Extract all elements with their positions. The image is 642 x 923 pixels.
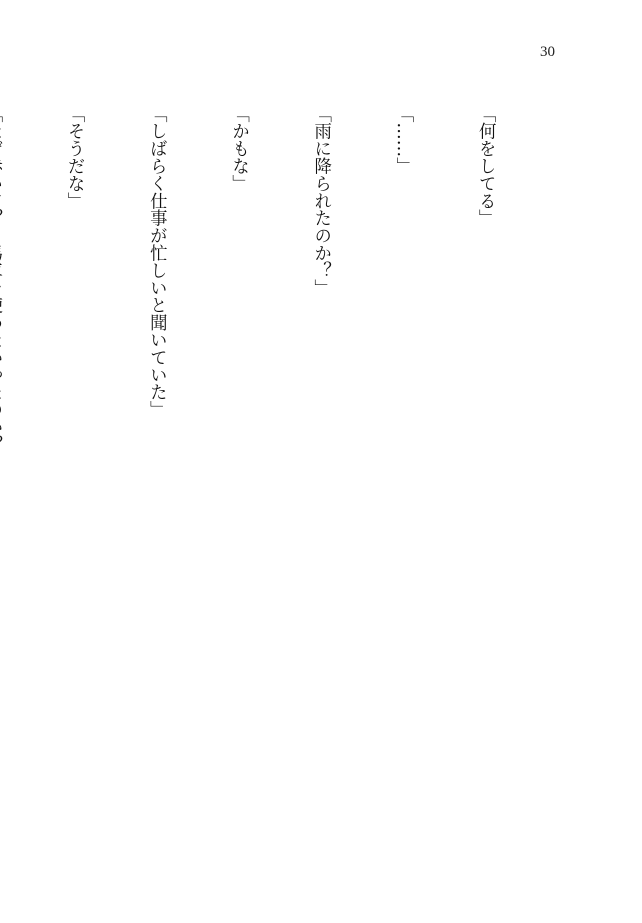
dialogue-line: 「そうだな」 bbox=[64, 105, 85, 210]
dialogue-line: 「何をしてる」 bbox=[475, 105, 496, 227]
dialogue-line: 「……」 bbox=[392, 105, 413, 175]
dialogue-line: 「雨に降られたのか？」 bbox=[310, 105, 331, 297]
dialogue-line: 「かもな」 bbox=[228, 105, 249, 192]
body-text bbox=[0, 105, 553, 865]
page-number: 30 bbox=[540, 44, 555, 60]
dialogue-line: 「しばらく仕事が忙しいと聞いていた」 bbox=[146, 105, 167, 419]
dialogue-line bbox=[0, 105, 5, 865]
